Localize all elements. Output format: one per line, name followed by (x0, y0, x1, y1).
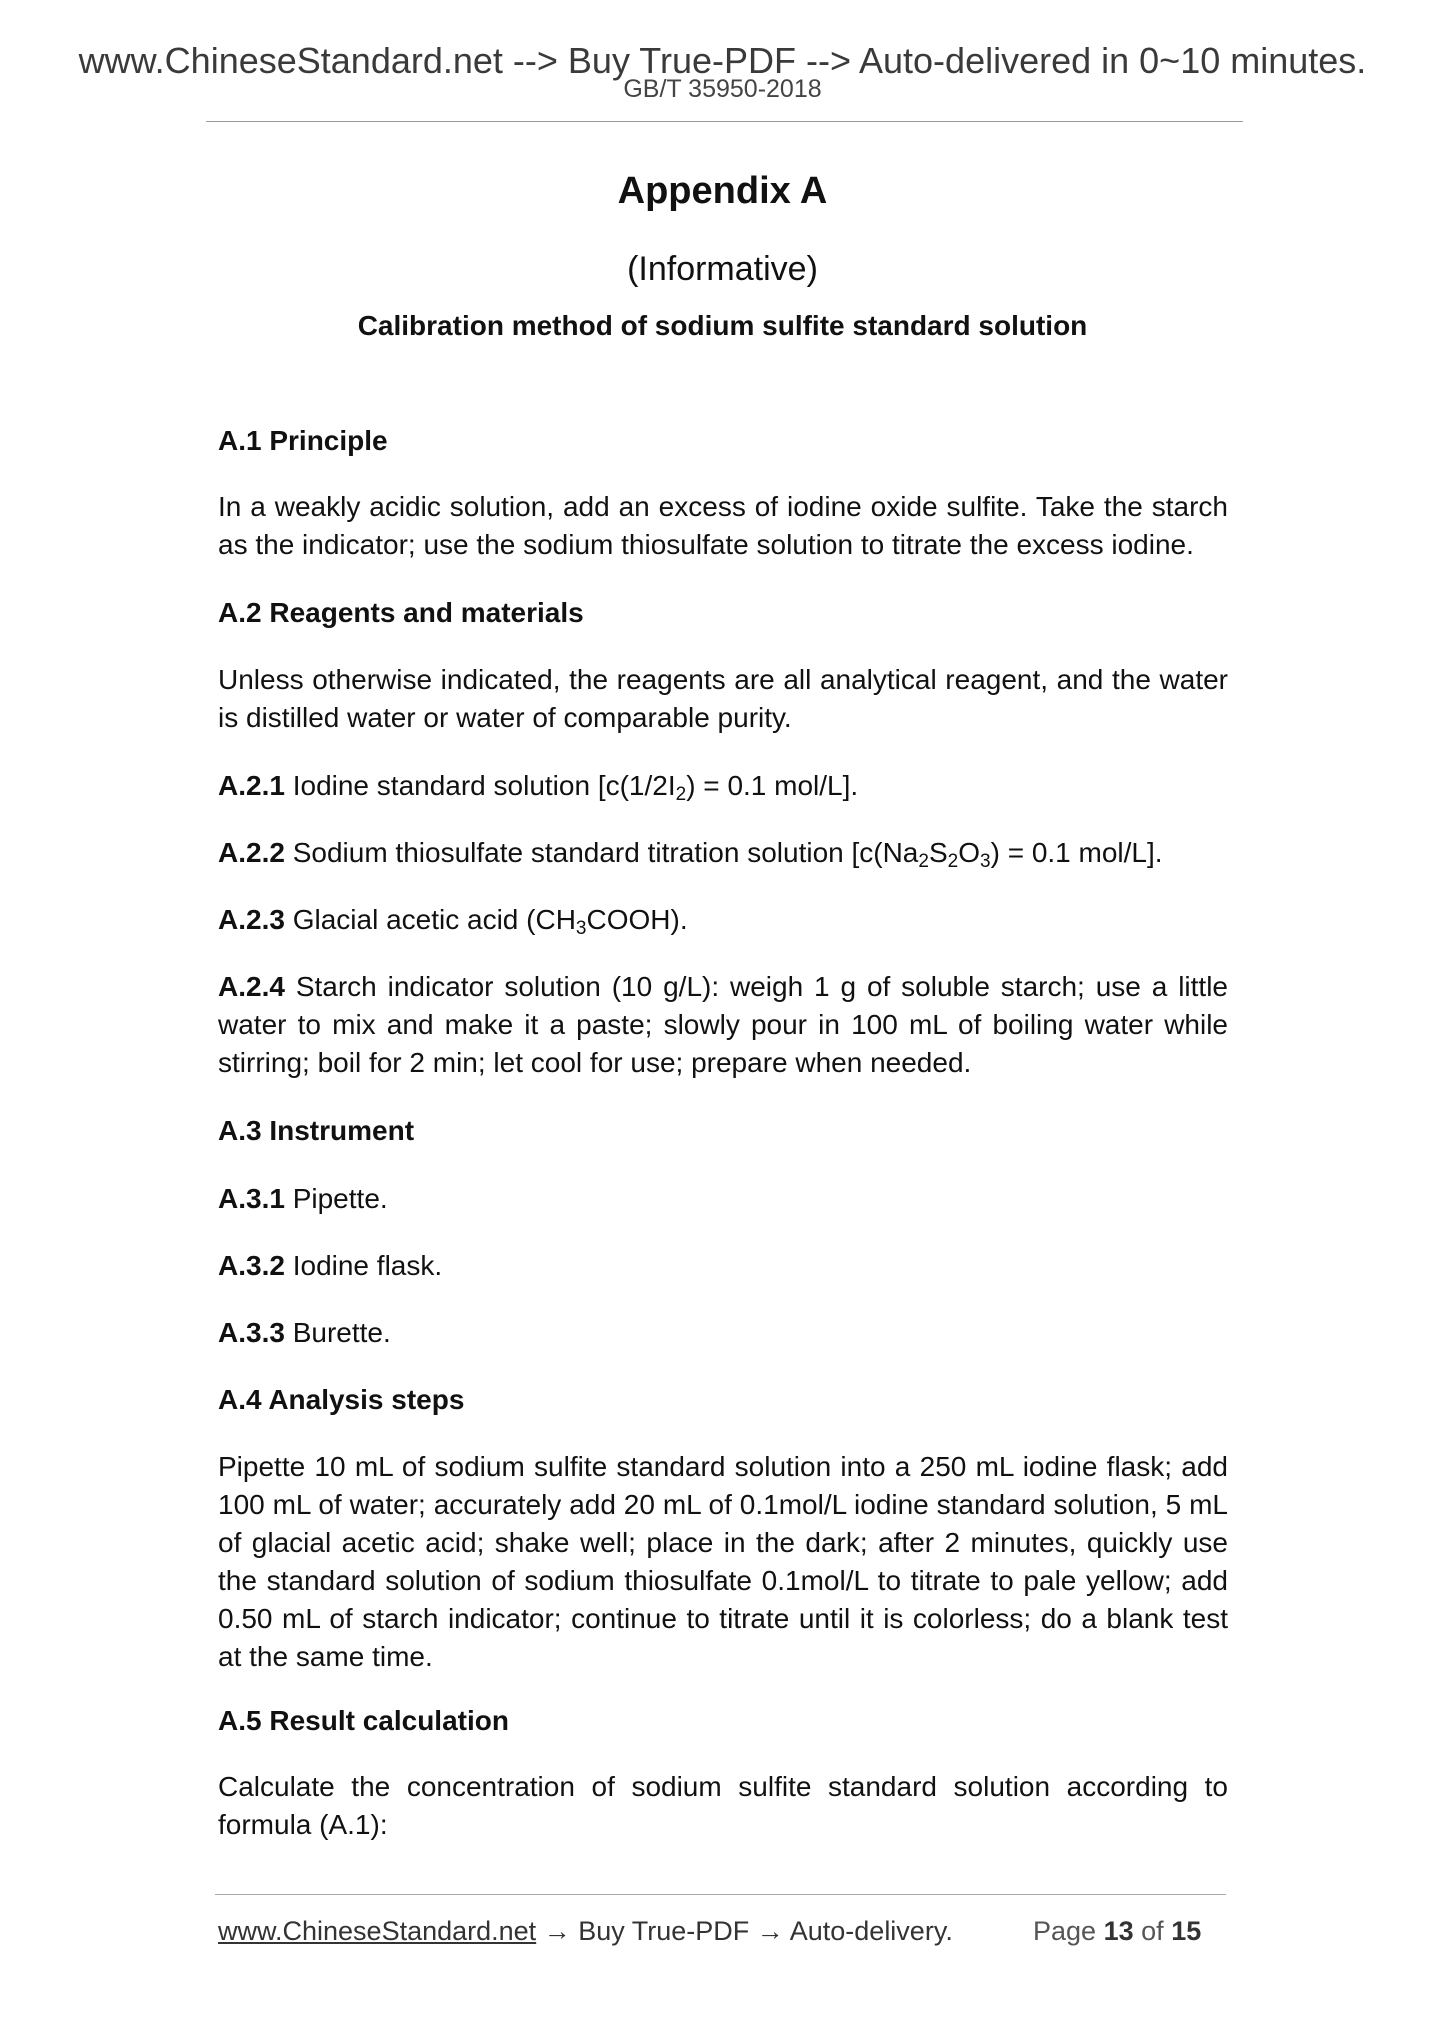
reagent-item: A.2.1 Iodine standard solution [$c(1/2I_2) = 0.1$ mol/L]. (218, 770, 859, 805)
item-label: A.2.3 (218, 904, 285, 935)
section-text-a5: Calculate the concentration of sodium sulfite standard solution according to formula (A.1): (218, 1771, 1228, 1840)
section-heading-a4: A.4 Analysis steps (218, 1384, 465, 1415)
appendix-title: Appendix A (617, 170, 828, 212)
header-divider (206, 121, 1243, 122)
section-heading-a5: A.5 Result calculation (218, 1705, 509, 1736)
instrument-item: A.3.3 Burette. (218, 1317, 391, 1348)
page-current: 13 (1103, 1916, 1134, 1946)
section-text-a1: In a weakly acidic solution, add an excess of iodine oxide sulfite. Take the starch as the indicator; use the sodium thiosulfate solution to titrate the excess iodine. (218, 491, 1228, 560)
reagent-item: A.2.3 Glacial acetic acid $(CH_3COOH)$. (218, 904, 688, 939)
item-label: A.3.2 (218, 1250, 285, 1281)
reagent-item: A.2.4 Starch indicator solution (10 g/L): weigh 1 g of soluble starch; use a little water to mix and make it a paste; slowly pour in 100 mL of boiling water while stirring; boil for 2 min; let cool for use; prepare when needed. (218, 971, 1228, 1078)
footer-site-link[interactable]: www.ChineseStandard.net (218, 1916, 537, 1946)
item-label: A.3.1 (218, 1183, 285, 1214)
footer-tagline: → Buy True-PDF → Auto-delivery. (536, 1916, 953, 1946)
item-label: A.2.2 (218, 837, 285, 868)
reagent-item: A.2.2 Sodium thiosulfate standard titration solution [$c(Na_2S_2O_3) = 0.1$ mol/L]. (218, 837, 1163, 872)
instrument-item: A.3.1 Pipette. (218, 1183, 388, 1214)
section-text-a4: Pipette 10 mL of sodium sulfite standard solution into a 250 mL iodine flask; add 100 mL of water; accurately add 20 mL of 0.1mol/L iodine standard solution, 5 mL of glacial acetic acid; shake well; place in the dark; after 2 minutes, quickly use the standard solution of sodium thiosulfate 0.1mol/L to titrate to pale yellow; add 0.50 mL of starch indicator; continue to titrate until it is colorless; do a blank test at the same time. (218, 1451, 1228, 1672)
top-banner: www.ChineseStandard.net --> Buy True-PDF --> Auto-delivered in 0~10 minutes. (78, 40, 1367, 81)
section-heading-a2: A.2 Reagents and materials (218, 597, 584, 628)
footer-divider (215, 1894, 1226, 1895)
page-indicator: Page 13 of 15 (1033, 1916, 1202, 1946)
appendix-type: (Informative) (627, 250, 818, 288)
item-label: A.2.4 (218, 971, 285, 1002)
instrument-item: A.3.2 Iodine flask. (218, 1250, 443, 1281)
section-heading-a3: A.3 Instrument (218, 1115, 415, 1146)
section-heading-a1: A.1 Principle (218, 425, 388, 456)
page-total: 15 (1171, 1916, 1202, 1946)
section-text-a2: Unless otherwise indicated, the reagents are all analytical reagent, and the water is distilled water or water of comparable purity. (218, 664, 1228, 733)
standard-number: GB/T 35950-2018 (623, 75, 822, 103)
item-label: A.3.3 (218, 1317, 285, 1348)
item-label: A.2.1 (218, 770, 285, 801)
appendix-name: Calibration method of sodium sulfite standard solution (357, 310, 1088, 341)
footer-link-line (218, 1914, 953, 1948)
